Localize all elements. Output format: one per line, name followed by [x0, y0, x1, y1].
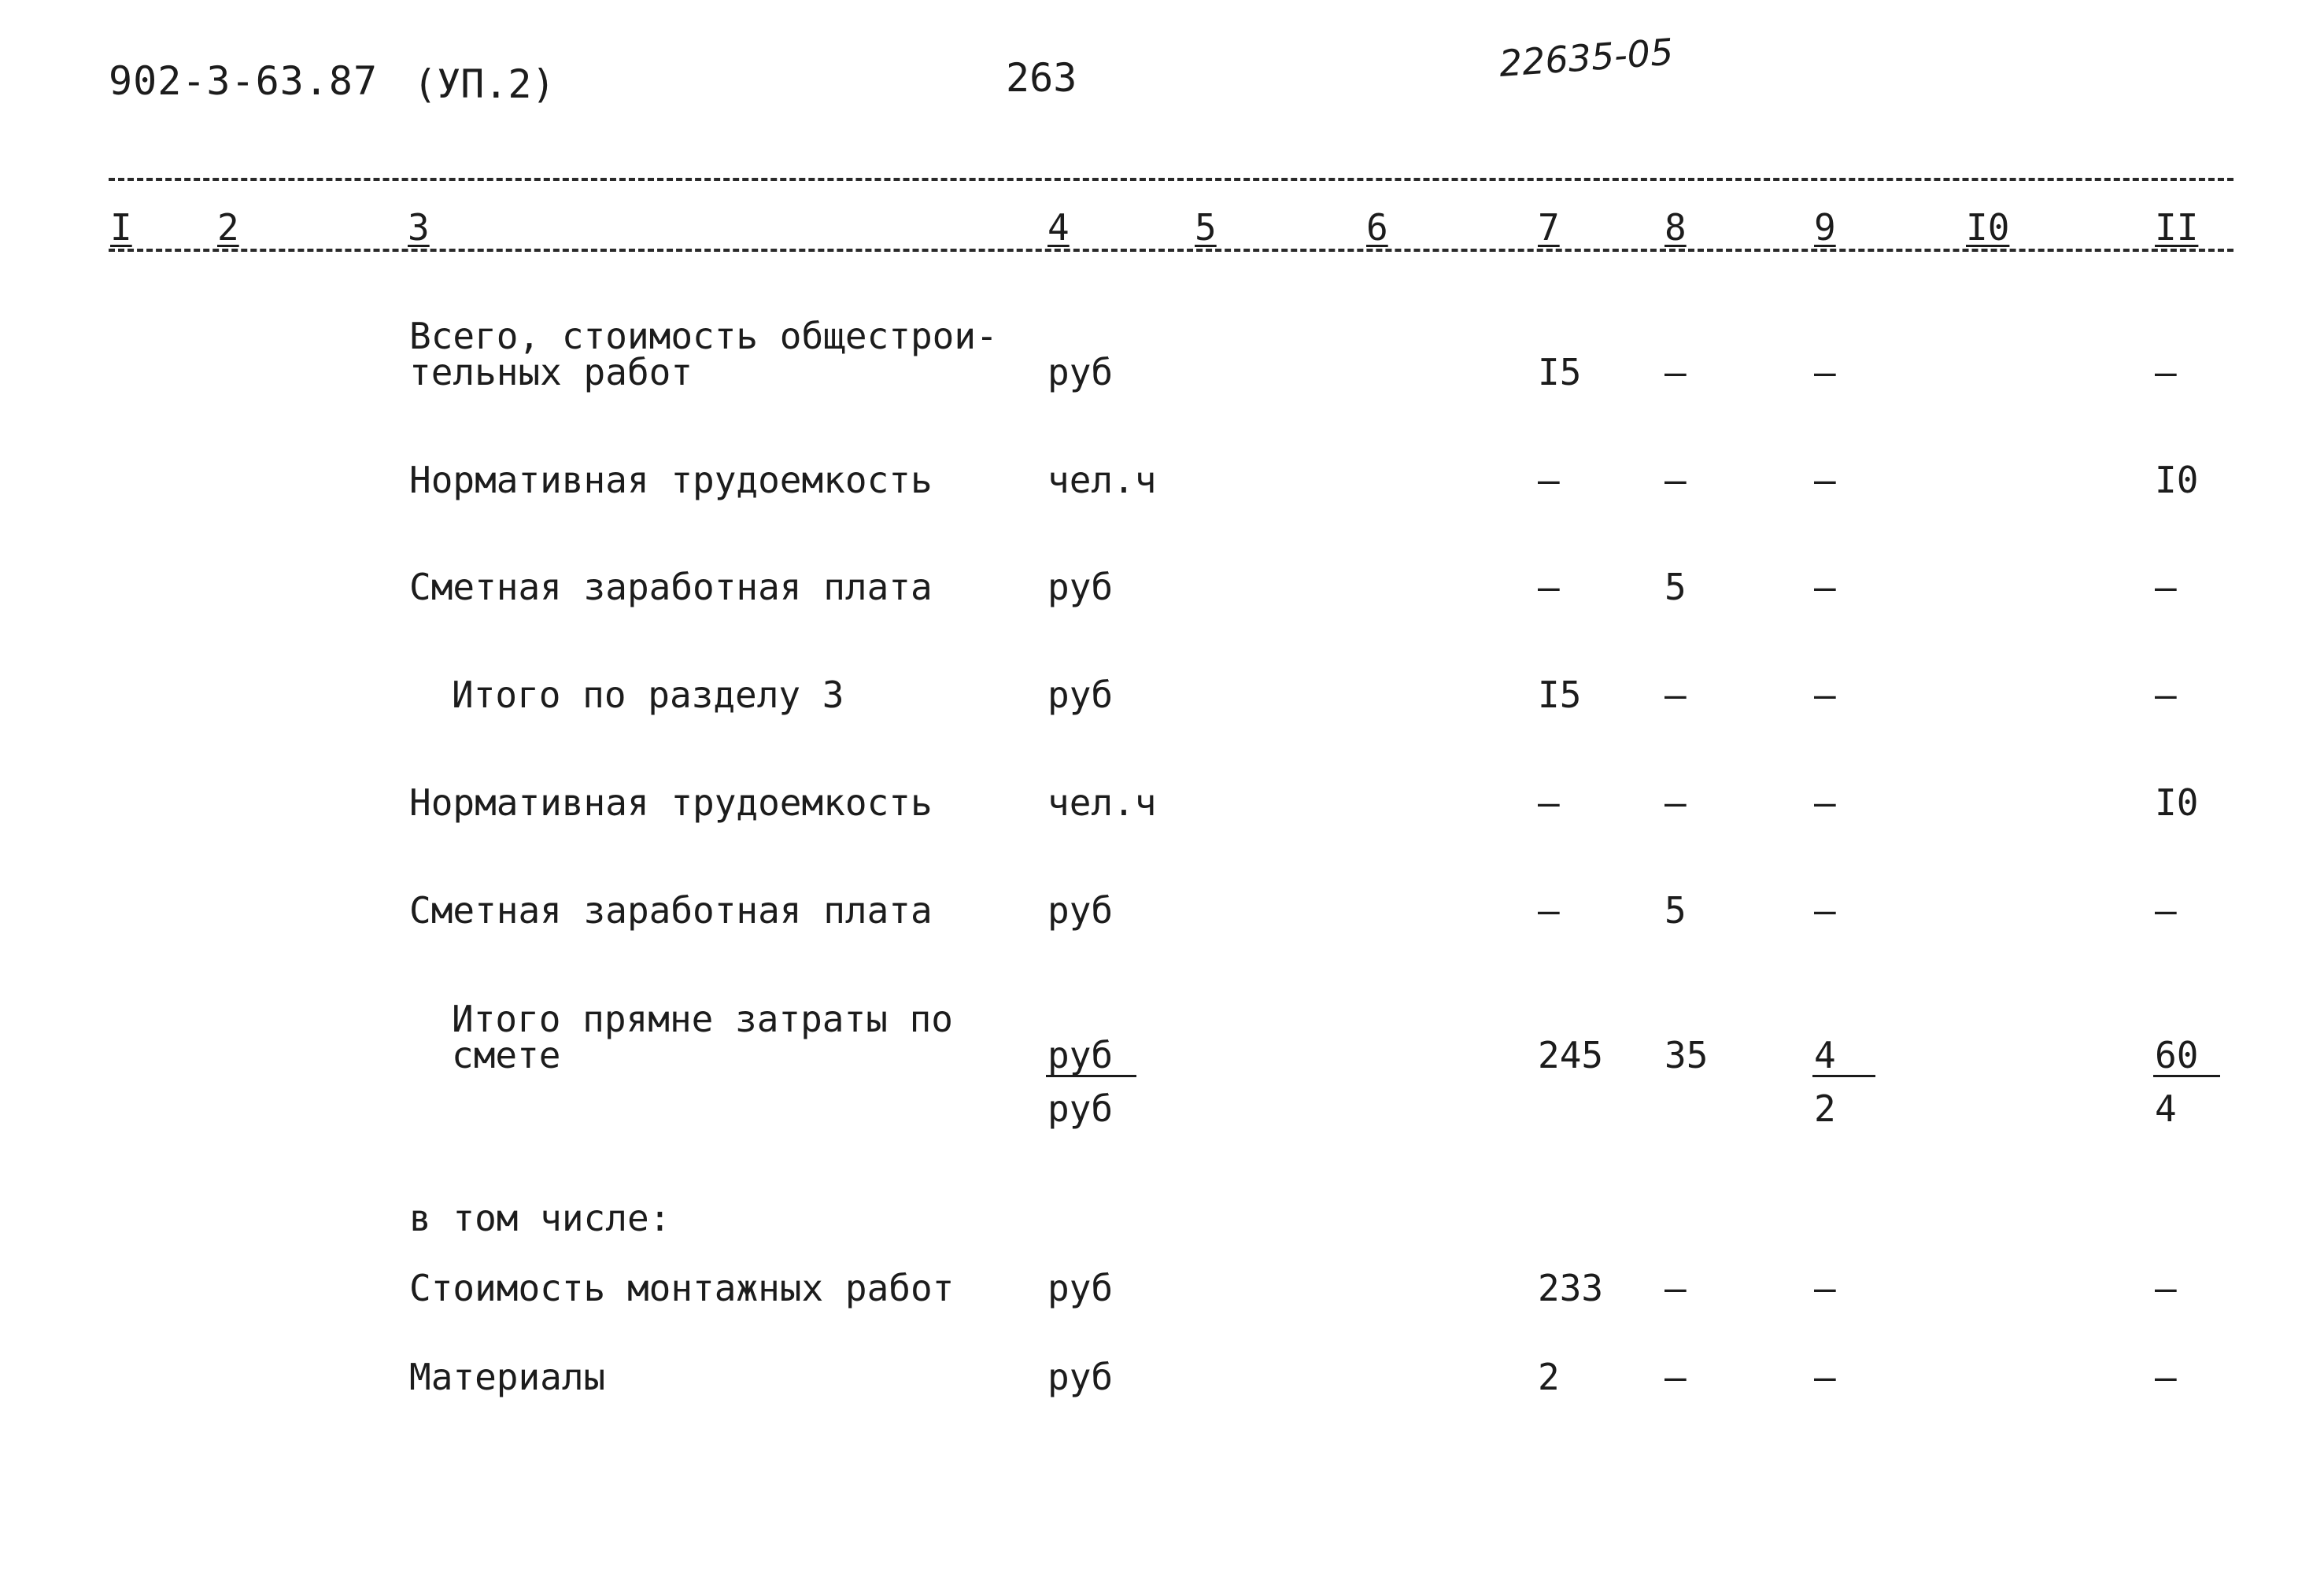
value-col-11: – — [2155, 1267, 2177, 1309]
value-col-11: I0 — [2155, 459, 2199, 501]
unit-cell: руб — [1047, 1267, 1114, 1309]
column-number: 6 — [1366, 206, 1388, 249]
column-number: 4 — [1047, 206, 1070, 249]
value-col-9: – — [1814, 566, 1836, 608]
value-col-9: – — [1814, 351, 1836, 393]
value-col-9: – — [1814, 889, 1836, 932]
document-code: 902-3-63.87 — [109, 58, 379, 104]
value-col-9: – — [1814, 781, 1836, 824]
row-label: Нормативная трудоемкость — [409, 459, 933, 501]
unit-cell: руб — [1047, 889, 1114, 932]
column-number: 9 — [1814, 206, 1836, 249]
column-number: I0 — [1966, 206, 2010, 249]
value-col-7: – — [1538, 566, 1560, 608]
unit-denominator: руб — [1047, 1087, 1114, 1130]
page-number: 263 — [1006, 55, 1077, 101]
value-col-9-denominator: 2 — [1814, 1087, 1836, 1130]
unit-cell: руб — [1047, 674, 1114, 716]
value-col-9: – — [1814, 1356, 1836, 1398]
row-label: Стоимость монтажных работ — [409, 1267, 955, 1309]
value-col-8: 5 — [1664, 889, 1687, 932]
value-col-7: – — [1538, 459, 1560, 501]
column-number: II — [2155, 206, 2199, 249]
value-col-11: – — [2155, 889, 2177, 932]
value-col-11: – — [2155, 674, 2177, 716]
value-col-8: – — [1664, 459, 1687, 501]
row-label: в том числе: — [409, 1197, 671, 1239]
column-number: I — [110, 206, 132, 249]
row-label: Материалы — [409, 1356, 606, 1398]
row-label: Всего, стоимость общестрои- — [409, 315, 998, 357]
value-col-7: I5 — [1538, 351, 1582, 393]
column-number: 7 — [1538, 206, 1560, 249]
value-col-8: – — [1664, 674, 1687, 716]
row-label: Сметная заработная плата — [409, 889, 933, 932]
value-col-8: – — [1664, 1356, 1687, 1398]
value-col-7: 245 — [1538, 1034, 1604, 1076]
value-col-8: 5 — [1664, 566, 1687, 608]
value-col-11: – — [2155, 1356, 2177, 1398]
unit-cell: руб — [1047, 566, 1114, 608]
value-col-11-numerator: 60 — [2155, 1034, 2199, 1076]
value-col-9: – — [1814, 674, 1836, 716]
value-col-7: 2 — [1538, 1356, 1560, 1398]
row-label-continued: смете — [452, 1034, 561, 1076]
value-col-8: – — [1664, 1267, 1687, 1309]
value-col-7: – — [1538, 781, 1560, 824]
value-col-7: 233 — [1538, 1267, 1604, 1309]
registration-number: 22635-05 — [1498, 30, 1675, 85]
row-label: Сметная заработная плата — [409, 566, 933, 608]
value-col-8: – — [1664, 351, 1687, 393]
fraction-line — [2153, 1075, 2220, 1077]
fraction-line — [1046, 1075, 1136, 1077]
unit-cell: чел.ч — [1047, 781, 1157, 824]
column-number: 5 — [1195, 206, 1217, 249]
unit-cell: руб — [1047, 351, 1114, 393]
value-col-7: – — [1538, 889, 1560, 932]
value-col-8: – — [1664, 781, 1687, 824]
row-label: Нормативная трудоемкость — [409, 781, 933, 824]
column-number: 8 — [1664, 206, 1687, 249]
value-col-9: – — [1814, 1267, 1836, 1309]
unit-cell: руб — [1047, 1356, 1114, 1398]
value-col-11-denominator: 4 — [2155, 1087, 2177, 1130]
value-col-7: I5 — [1538, 674, 1582, 716]
value-col-9: – — [1814, 459, 1836, 501]
value-col-8: 35 — [1664, 1034, 1709, 1076]
unit-cell: чел.ч — [1047, 459, 1157, 501]
value-col-9-numerator: 4 — [1814, 1034, 1836, 1076]
column-number: 3 — [408, 206, 430, 249]
unit-numerator: руб — [1047, 1034, 1114, 1076]
column-number: 2 — [217, 206, 239, 249]
album-number: (УП.2) — [413, 61, 556, 107]
value-col-11: – — [2155, 351, 2177, 393]
row-label: Итого по разделу 3 — [452, 674, 844, 716]
row-label-continued: тельных работ — [409, 351, 693, 393]
header-divider-bottom — [109, 249, 2233, 252]
value-col-11: I0 — [2155, 781, 2199, 824]
value-col-11: – — [2155, 566, 2177, 608]
fraction-line — [1812, 1075, 1875, 1077]
row-label: Итого прямне затраты по — [452, 998, 953, 1040]
header-divider-top — [109, 178, 2233, 181]
